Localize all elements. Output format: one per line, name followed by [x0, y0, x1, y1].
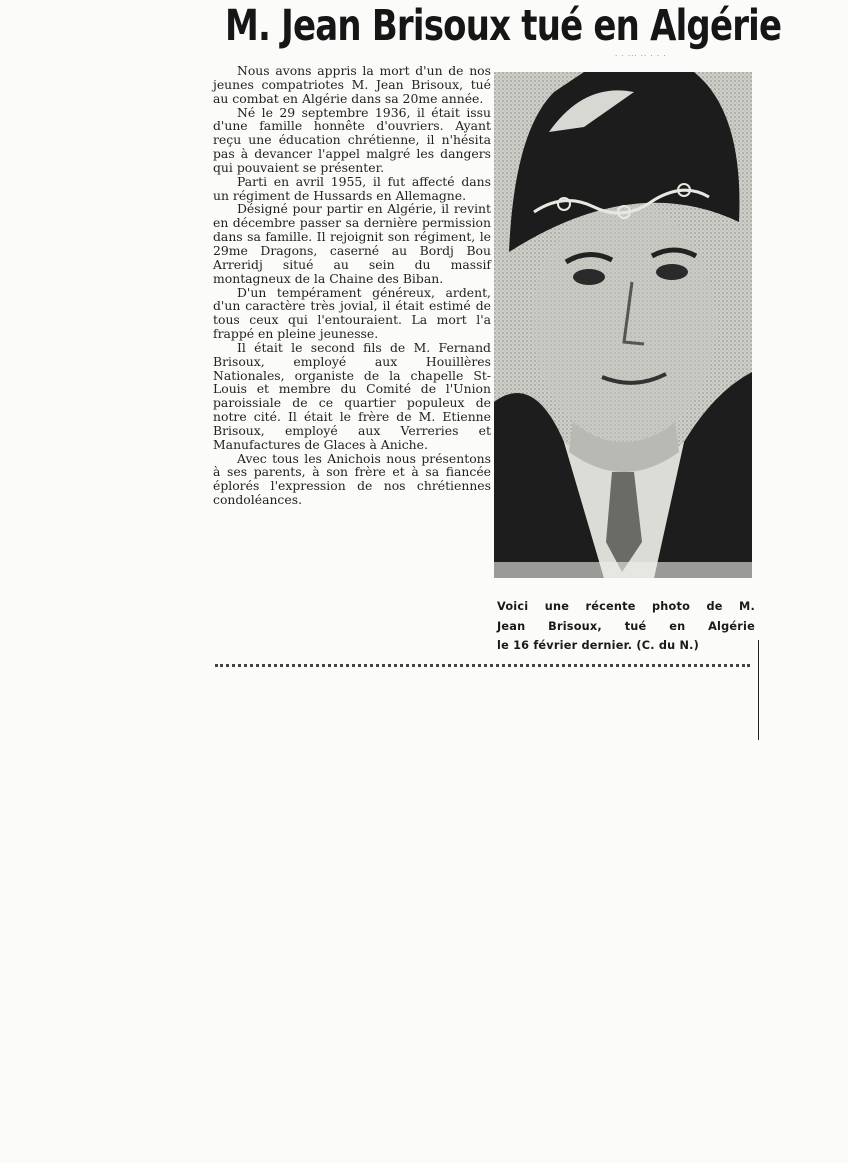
left-eye [573, 269, 605, 285]
paragraph: D'un tempérament généreux, ardent, d'un caractère très jovial, il était estimé de tous ceux qui l'entouraient. La mort l'a frappé en pleine jeunesse. [213, 284, 491, 342]
headline: M. Jean Brisoux tué en Algérie [225, 1, 782, 51]
photo-caption [497, 597, 755, 656]
right-eye [656, 264, 688, 280]
caption-line: le 16 février dernier. (C. du N.) [497, 639, 700, 652]
dotted-rule [215, 664, 750, 667]
article-body [213, 64, 491, 507]
newspaper-clipping [205, 0, 782, 676]
header-noise: · · ··· ·· · · · [615, 52, 667, 60]
portrait-photo [494, 72, 752, 578]
caption-line: Jean Brisoux, tué en Algérie [497, 619, 755, 633]
paragraph: Nous avons appris la mort d'un de nos jeunes compatriotes M. Jean Brisoux, tué au combat en Algérie dans sa 20me année. [213, 63, 491, 106]
paragraph: Né le 29 septembre 1936, il était issu d'une famille honnête d'ouvriers. Ayant reçu une éducation chrétienne, il n'hésita pas à devancer l'appel malgré les dangers qui pouvaient se présenter. [213, 104, 491, 175]
paragraph: Désigné pour partir en Algérie, il revint en décembre passer sa dernière permission dans sa famille. Il rejoignit son régiment, le 29me Dragons, caserné au Bordj Bou Arreridj situé au sein du massif montagneux de la Chaine des Biban. [213, 201, 491, 286]
caption-line: Voici une récente photo de M. [497, 600, 755, 613]
paragraph: Il était le second fils de M. Fernand Brisoux, employé aux Houillères Nationales, organiste de la chapelle St-Louis et membre du Comité de l'Union paroissiale de ce quartier populeux de notre cité. Il était le frère de M. Etienne Brisoux, employé aux Verreries et Manufactures de Glaces à Aniche. [213, 339, 491, 452]
paragraph: Avec tous les Anichois nous présentons à ses parents, à son frère et à sa fiancée éplorés l'expression de nos chrétiennes condoléances. [213, 450, 491, 508]
clipping-edge [758, 640, 759, 740]
paragraph: Parti en avril 1955, il fut affecté dans un régiment de Hussards en Allemagne. [213, 173, 491, 203]
